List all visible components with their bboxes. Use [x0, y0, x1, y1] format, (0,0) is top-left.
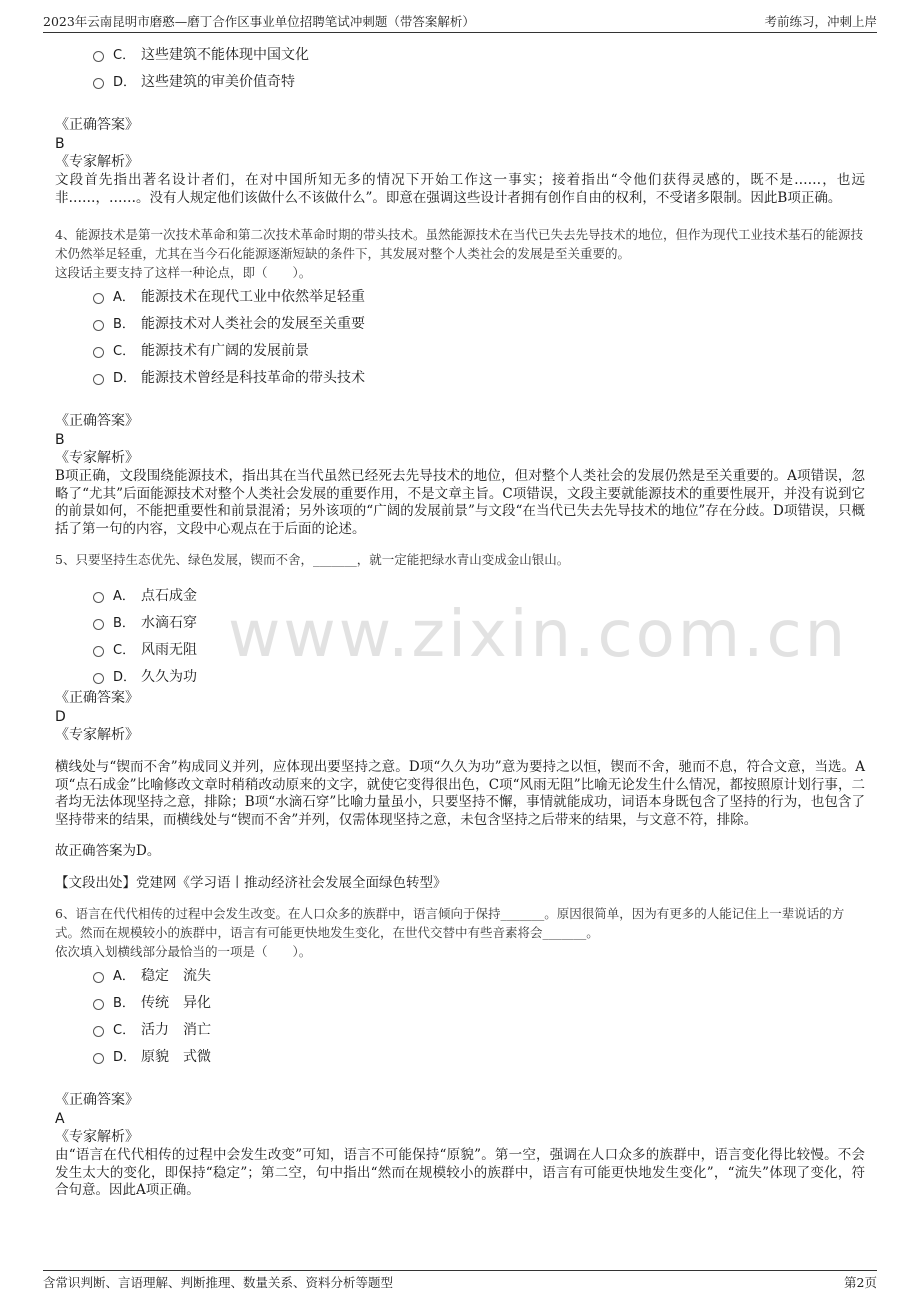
- radio-icon[interactable]: [93, 1053, 104, 1064]
- page-number: 第2页: [844, 1275, 877, 1290]
- question-stem: 5、只要坚持生态优先、绿色发展，锲而不舍，_______，就一定能把绿水青山变成金山银山。: [55, 552, 570, 567]
- radio-icon[interactable]: [93, 51, 104, 62]
- footer-note: 含常识判断、言语理解、判断推理、数量关系、资料分析等题型: [43, 1275, 394, 1290]
- radio-icon[interactable]: [93, 673, 104, 684]
- radio-icon[interactable]: [93, 619, 104, 630]
- watermark: www.zixin.com.cn: [228, 598, 849, 672]
- option-d[interactable]: D． 久久为功: [93, 662, 865, 689]
- answer-value: B: [55, 136, 65, 152]
- radio-icon[interactable]: [93, 78, 104, 89]
- page-header: [43, 8, 877, 33]
- radio-icon[interactable]: [93, 374, 104, 385]
- answer-value: D: [55, 709, 66, 725]
- answer-label: 《正确答案》: [55, 1092, 139, 1108]
- page-content: [55, 40, 865, 1200]
- radio-icon[interactable]: [93, 320, 104, 331]
- answer-label: 《正确答案》: [55, 690, 139, 706]
- question-5: [55, 550, 865, 892]
- answer-label: 《正确答案》: [55, 413, 139, 429]
- header-title: 2023年云南昆明市磨憨—磨丁合作区事业单位招聘笔试冲刺题（带答案解析）: [43, 14, 475, 29]
- analysis-text: B项正确，文段围绕能源技术，指出其在当代虽然已经死去先导技术的地位，但对整个人类社会的发展仍然是至关重要的。A项错误，忽略了“尤其”后面能源技术对整个人类社会发展的重要作用，不是文章主旨。C项错误，文段主要就能源技术的重要性展开，并没有说到它的前景如何，不能把重要性和前景混淆；另外该项的“广阔的发展前景”与文段“在当代已失去先导技术的地位”存在分歧。D项错误，只概括了第一句的内容，文段中心观点在于后面的论述。: [55, 468, 865, 537]
- question-stem: 6、语言在代代相传的过程中会发生改变。在人口众多的族群中，语言倾向于保持_______。原因很简单，因为有更多的人能记住上一辈说话的方式。然而在规模较小的族群中，语言有可能更快地发生变化，在世代交替中有些音素将会_______。: [55, 906, 845, 940]
- radio-icon[interactable]: [93, 999, 104, 1010]
- option-a[interactable]: A． 能源技术在现代工业中依然举足轻重: [93, 282, 865, 309]
- analysis-label: 《专家解析》: [55, 450, 139, 466]
- option-c[interactable]: C． 风雨无阻: [93, 635, 865, 662]
- option-c[interactable]: C． 活力 消亡: [93, 1015, 865, 1042]
- option-d[interactable]: D． 能源技术曾经是科技革命的带头技术: [93, 363, 865, 390]
- option-b[interactable]: B． 传统 异化: [93, 988, 865, 1015]
- option-b[interactable]: B． 水滴石穿: [93, 608, 865, 635]
- option-d[interactable]: D． 这些建筑的审美价值奇特: [93, 67, 865, 94]
- analysis-text: 由“语言在代代相传的过程中会发生改变”可知，语言不可能保持“原貌”。第一空，强调在人口众多的族群中，语言变化得比较慢。不会发生太大的变化，即保持“稳定”；第二空，句中指出“然而在规模较小的族群中，语言有可能更快地发生变化”，“流失”体现了变化，符合句意。因此A项正确。: [55, 1147, 865, 1198]
- question-ask: 依次填入划横线部分最恰当的一项是（ ）。: [55, 944, 312, 959]
- analysis-text: 横线处与“锲而不舍”构成同义并列，应体现出要坚持之意。D项“久久为功”意为要持之以恒，锲而不舍，驰而不息，符合文意，当选。A项“点石成金”比喻修改文章时稍稍改动原来的文字，就使它变得很出色，C项“风雨无阻”比喻无论发生什么情况，都按照原计划行事，二者均无法体现坚持之意，排除；B项“水滴石穿”比喻力量虽小，只要坚持不懈，事情就能成功，词语本身既包含了坚持的行为，也包含了坚持带来的结果，而横线处与“锲而不舍”并列，仅需体现坚持之意，未包含坚持之后带来的结果，与文意不符，排除。: [55, 759, 865, 828]
- radio-icon[interactable]: [93, 347, 104, 358]
- option-a[interactable]: A． 稳定 流失: [93, 961, 865, 988]
- analysis-text: 文段首先指出著名设计者们，在对中国所知无多的情况下开始工作这一事实；接着指出“令他们获得灵感的，既不是……，也远非……，……。没有人规定他们该做什么不该做什么”。即意在强调这些设计者拥有创作自由的权利，不受诸多限制。因此B项正确。: [55, 172, 865, 206]
- answer-value: A: [55, 1111, 65, 1127]
- option-b[interactable]: B． 能源技术对人类社会的发展至关重要: [93, 309, 865, 336]
- question-ask: 这段话主要支持了这样一种论点，即（ ）。: [55, 265, 312, 280]
- answer-value: B: [55, 432, 65, 448]
- radio-icon[interactable]: [93, 646, 104, 657]
- question-4: [55, 225, 865, 538]
- question-6: [55, 904, 865, 1200]
- option-d[interactable]: D． 原貌 式微: [93, 1042, 865, 1069]
- option-a[interactable]: A． 点石成金: [93, 581, 865, 608]
- analysis-label: 《专家解析》: [55, 154, 139, 170]
- header-slogan: 考前练习，冲刺上岸: [764, 14, 877, 29]
- conclusion-text: 故正确答案为D。: [55, 843, 161, 859]
- option-c[interactable]: C． 能源技术有广阔的发展前景: [93, 336, 865, 363]
- radio-icon[interactable]: [93, 592, 104, 603]
- question-3: [55, 40, 865, 207]
- radio-icon[interactable]: [93, 1026, 104, 1037]
- question-stem: 4、能源技术是第一次技术革命和第二次技术革命时期的带头技术。虽然能源技术在当代已失去先导技术的地位，但作为现代工业技术基石的能源技术仍然举足轻重，尤其在当今石化能源逐渐短缺的条件下，其发展对整个人类社会的发展是至关重要的。: [55, 227, 863, 261]
- page-footer: [43, 1270, 877, 1295]
- analysis-label: 《专家解析》: [55, 727, 139, 743]
- radio-icon[interactable]: [93, 972, 104, 983]
- source-text: 【文段出处】党建网《学习语丨推动经济社会发展全面绿色转型》: [55, 874, 447, 891]
- analysis-label: 《专家解析》: [55, 1129, 139, 1145]
- radio-icon[interactable]: [93, 293, 104, 304]
- option-c[interactable]: C． 这些建筑不能体现中国文化: [93, 40, 865, 67]
- answer-label: 《正确答案》: [55, 117, 139, 133]
